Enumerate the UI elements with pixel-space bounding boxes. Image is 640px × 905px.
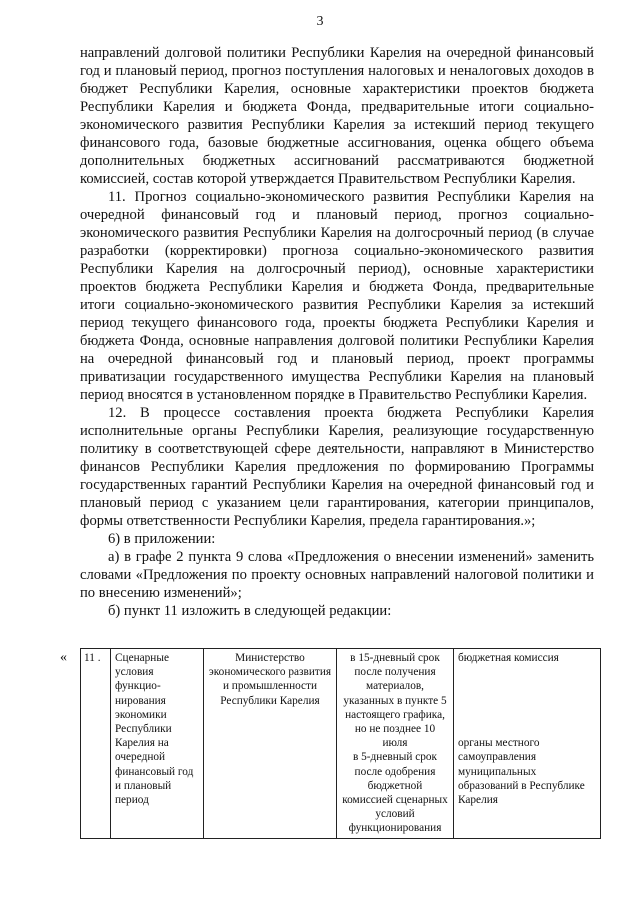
opening-quote: « (60, 650, 67, 665)
recipient-first: бюджетная комиссия (458, 652, 559, 664)
row-number-cell: 11 . (81, 649, 111, 839)
paragraph-appendix-intro: 6) в приложении: (108, 531, 216, 547)
document-body (80, 44, 594, 620)
deadline-first: в 15-дневный срок после получения материалов, указанных в пункте 5 настоящего графика, но не позднее 10 июля (343, 652, 447, 750)
schedule-table (80, 648, 601, 839)
deadline-second: в 5-дневный срок после одобрения бюджетной комиссией сценарных условий функционирования (342, 751, 448, 835)
page-number: 3 (316, 14, 324, 29)
responsible-cell: Министерство экономического развития и промышленности Республики Карелия (204, 649, 337, 839)
recipient-second: органы местного самоуправления муниципальных образований в Республике Карелия (458, 737, 585, 807)
recipient-spacer (458, 665, 596, 736)
paragraph-subitem-b: б) пункт 11 изложить в следующей редакции: (108, 603, 392, 619)
paragraph-item-11: 11. Прогноз социально-экономического развития Республики Карелия на очередной финансовый год и плановый период, прогноз социально-экономического развития Республики Карелия на долгосрочный период (в случае разработки (корректировки) прогноза социально-экономического развития Республики Карелия на долгосрочный период), основные характеристики проектов бюджета Республики Карелия и бюджета Фонда, предварительные итоги социально-экономического развития Республики Карелия за истекший период текущего финансового года, проекты бюджета Республики Карелия и бюджета Фонда, основные направления долговой политики Республики Карелия на очередной финансовый год и плановый период, проект программы приватизации государственного имущества Республики Карелия на плановый период вносятся в установленном порядке в Правительство Республики Карелия. (80, 189, 594, 403)
paragraph-continuation: направлений долговой политики Республики Карелия на очередной финансовый год и плановый период, прогноз поступления налоговых и неналоговых доходов в бюджет Республики Карелия, основные характеристики проектов бюджета Республики Карелия и бюджета Фонда, предварительные итоги социально-экономического развития Республики Карелия за истекший период текущего финансового года, базовые бюджетные ассигнования, оценка общего объема дополнительных бюджетных ассигнований рассматриваются бюджетной комиссией, состав которой утверждается Правительством Республики Карелия. (80, 45, 594, 187)
recipient-cell (454, 649, 601, 839)
table-row (81, 649, 601, 839)
paragraph-subitem-a: а) в графе 2 пункта 9 слова «Предложения о внесении изменений» заменить словами «Предложения по проекту основных направлений налоговой политики и по внесению изменений»; (80, 549, 594, 601)
description-cell: Сценарные условия функционирования экономики Республики Карелия на очередной финансовый год и плановый период (111, 649, 204, 839)
paragraph-item-12: 12. В процессе составления проекта бюджета Республики Карелия исполнительные органы Республики Карелия, реализующие государственную политику в соответствующей сфере деятельности, направляют в Министерство финансов Республики Карелия предложения по формированию Программы государственных гарантий Республики Карелия на очередной финансовый год и плановый период с указанием цели гарантирования, категории принципалов, формы ответственности Республики Карелия, предела гарантирования.»; (80, 405, 594, 529)
deadline-cell (337, 649, 454, 839)
